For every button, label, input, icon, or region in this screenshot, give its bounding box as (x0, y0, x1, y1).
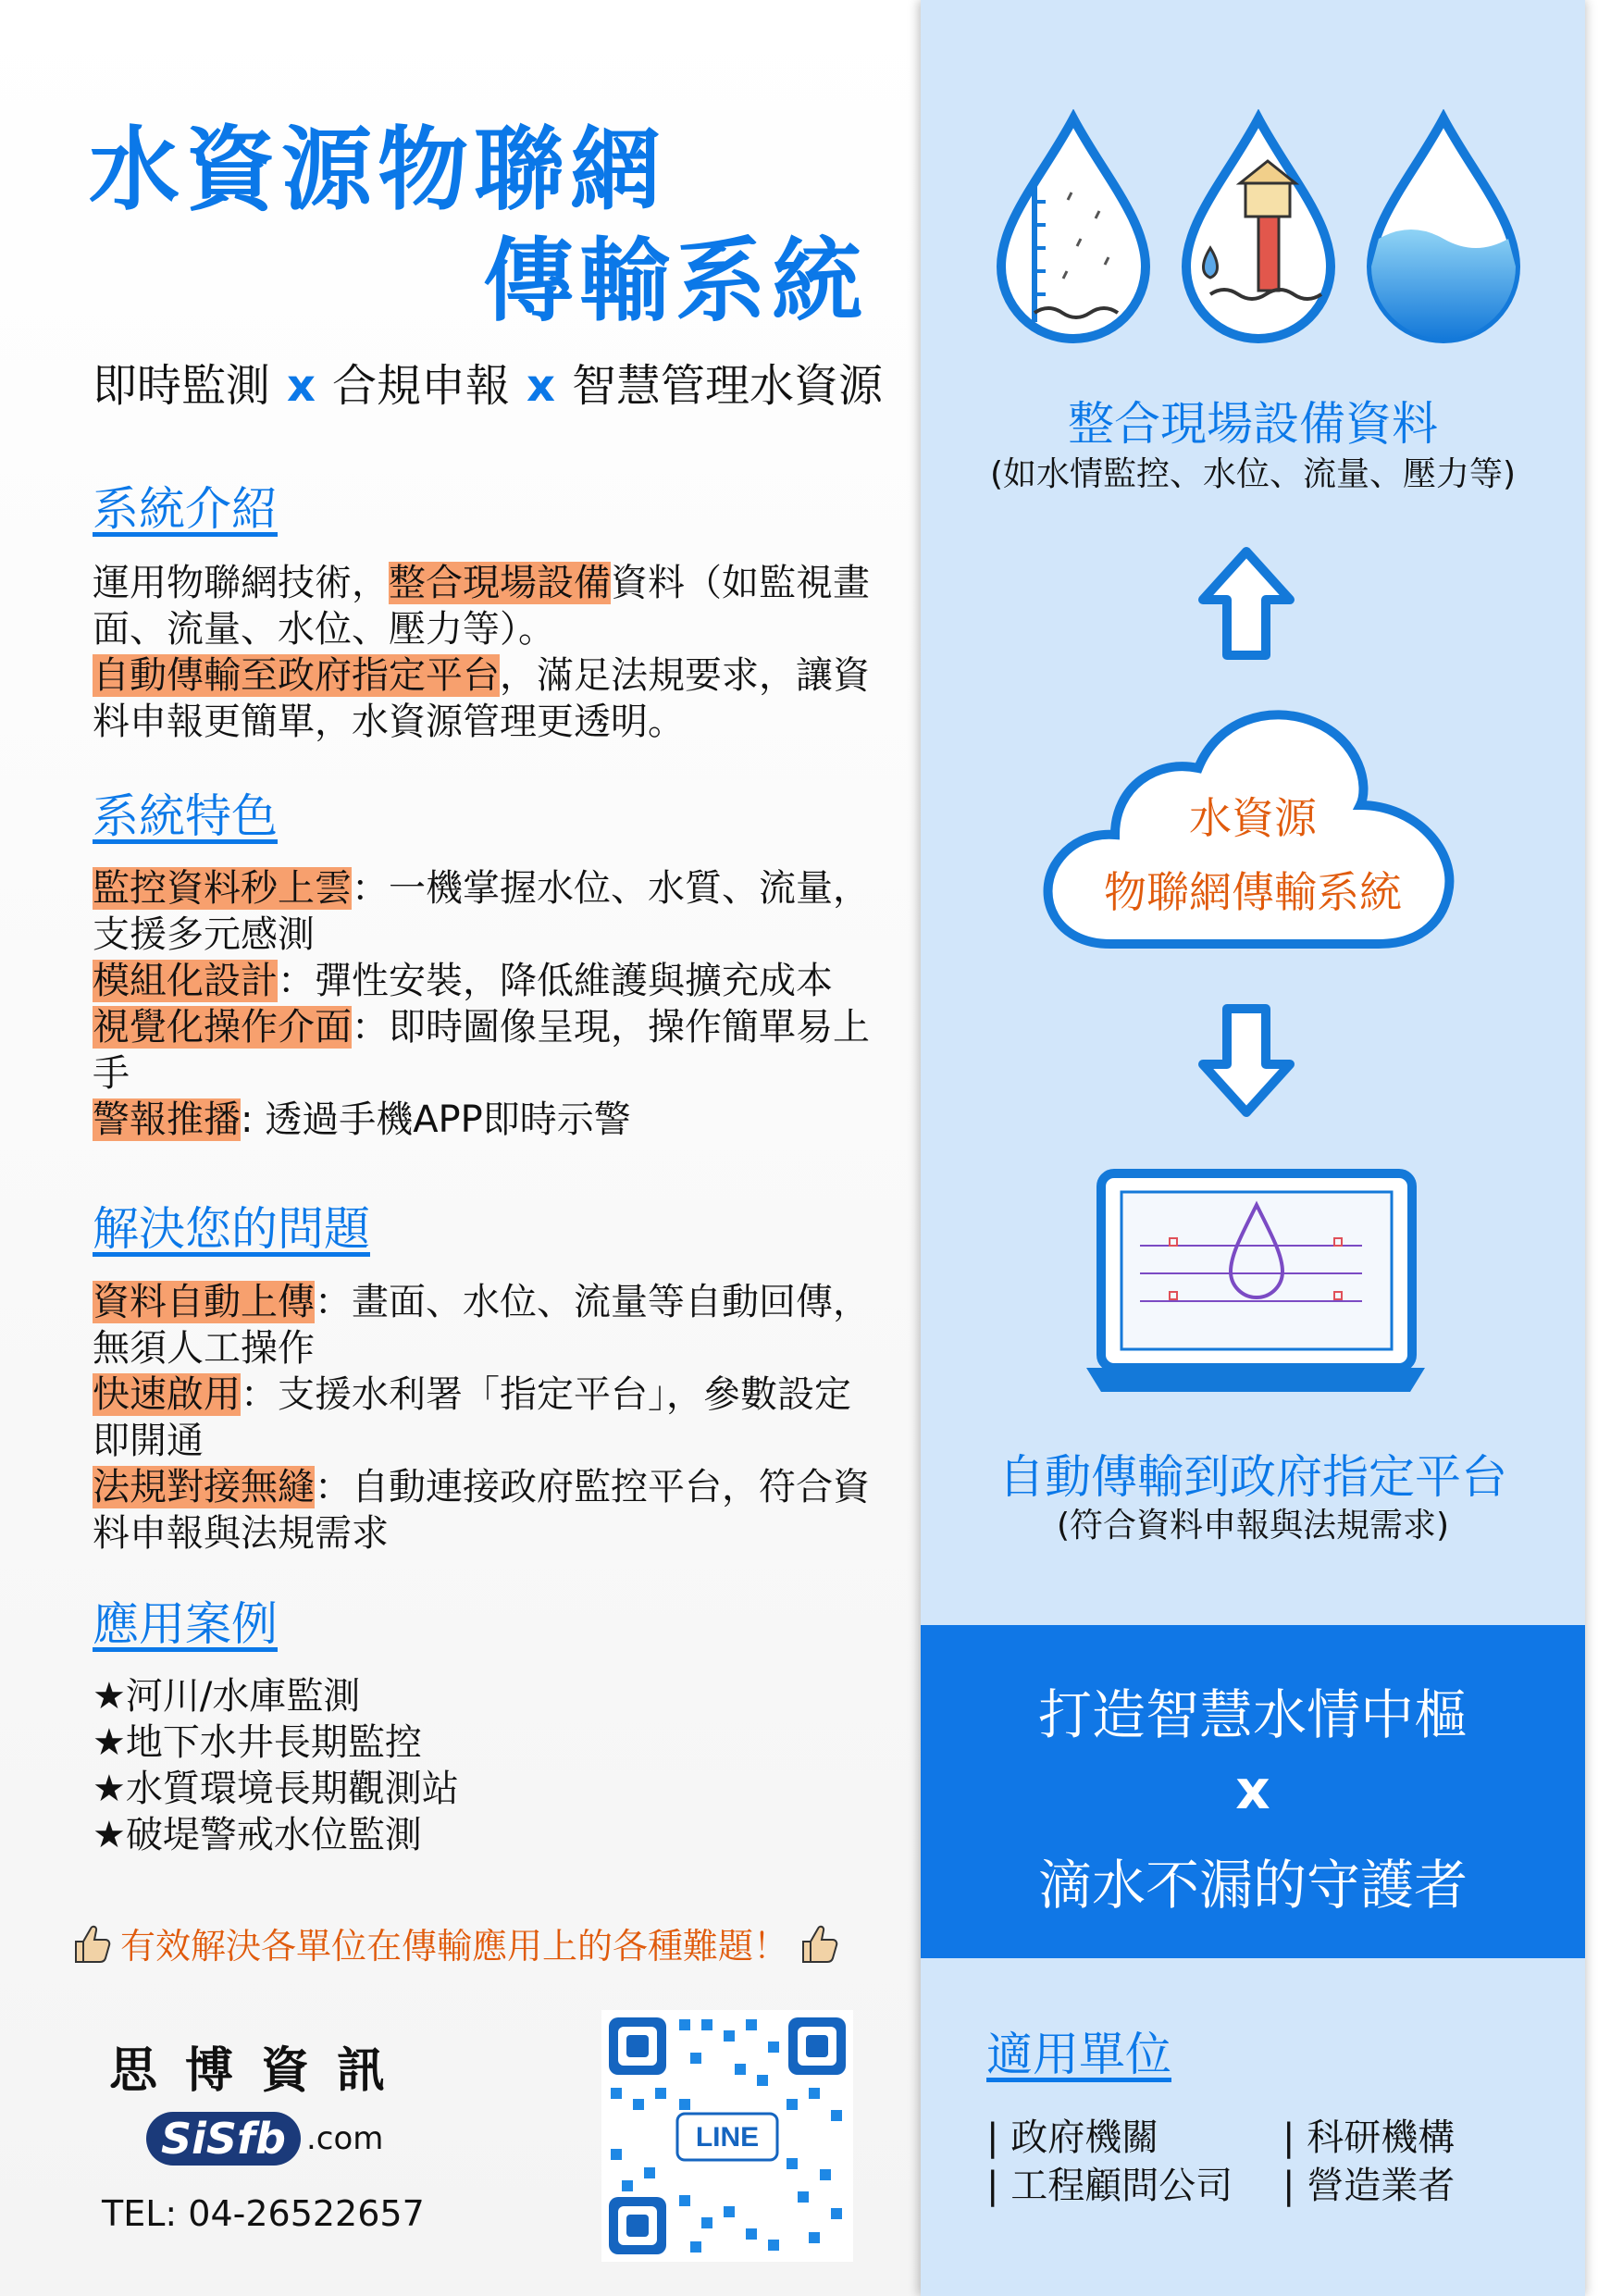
feature-item (93, 1004, 874, 1097)
solution-text: ：支援水利署「指定平台」，參數設定即開通 (93, 1373, 851, 1462)
intro-text-2: 資料（如監視畫面、流量、水位、壓力等）。 (93, 562, 870, 651)
step3-subtitle: (符合資料申報與法規需求) (1056, 1507, 1450, 1545)
solution-hl: 法規對接無縫 (93, 1466, 315, 1508)
tagline (93, 350, 883, 414)
title-line1: 水資源物聯網 (89, 118, 667, 223)
unit-item: | 政府機關 (986, 2116, 1159, 2159)
solution-hl: 快速啟用 (93, 1373, 241, 1416)
cases-list (93, 1673, 459, 1858)
solution-text: ：畫面、水位、流量等自動回傳，無須人工操作 (93, 1281, 870, 1370)
solution-item (93, 1464, 874, 1557)
feature-text: ：一機掌握水位、水質、流量，支援多元感測 (93, 867, 870, 956)
solution-item (93, 1279, 874, 1371)
tagline-c: 智慧管理水資源 (571, 360, 883, 412)
intro-highlight-2: 自動傳輸至政府指定平台 (93, 654, 500, 697)
feature-text: : 透過手機APP即時示警 (241, 1098, 631, 1141)
title-line2: 傳輸系統 (483, 229, 869, 334)
tagline-a: 即時監測 (93, 360, 271, 412)
step3-title: 自動傳輸到政府指定平台 (998, 1450, 1507, 1504)
brand-domain: .com (305, 2120, 384, 2157)
case-item: ★河川/水庫監測 (93, 1675, 361, 1718)
tagline-x2: x (527, 360, 555, 412)
solution-text: ：自動連接政府監控平台，符合資料申報與法規需求 (93, 1466, 870, 1555)
unit-label: 科研機構 (1307, 2116, 1456, 2159)
feature-text: ：即時圖像呈現，操作簡單易上手 (93, 1006, 870, 1095)
solutions-heading: 解決您的問題 (93, 1202, 370, 1256)
unit-label: 營造業者 (1307, 2165, 1456, 2207)
step1-subtitle: (如水情監控、水位、流量、壓力等) (989, 455, 1517, 493)
phone-number: TEL: 04-26522657 (102, 2193, 425, 2234)
intro-highlight-1: 整合現場設備 (389, 562, 611, 604)
water-level-drop-icon (1371, 118, 1516, 339)
solution-hl: 資料自動上傳 (93, 1281, 315, 1323)
water-station-drop-icon (1186, 118, 1331, 339)
slogan-text: 有效解決各單位在傳輸應用上的各種難題！ (120, 1926, 789, 1967)
brand-pill: SiSfb (146, 2112, 301, 2166)
rain-gauge-drop-icon (1001, 118, 1146, 339)
arrow-down-icon (1196, 999, 1297, 1120)
feature-hl: 視覺化操作介面 (93, 1006, 352, 1049)
intro-heading: 系統介紹 (93, 482, 278, 536)
company-logo (109, 2031, 413, 2166)
units-heading: 適用單位 (986, 2028, 1171, 2081)
solution-item (93, 1371, 874, 1464)
band-line1: 打造智慧水情中樞 (1037, 1683, 1468, 1746)
intro-text-1: 運用物聯網技術， (93, 562, 389, 604)
solutions-list (93, 1279, 874, 1557)
qr-line-label: LINE (695, 2122, 760, 2153)
intro-text-3: ，滿足法規要求，讓資料申報更簡單，水資源管理更透明。 (93, 654, 870, 743)
tagline-x1: x (287, 360, 316, 412)
cloud-line2: 物聯網傳輸系統 (1104, 867, 1402, 917)
tagline-b: 合規申報 (331, 360, 510, 412)
arrow-up-icon (1196, 544, 1297, 664)
feature-hl: 監控資料秒上雲 (93, 867, 352, 910)
unit-item: | 科研機構 (1282, 2116, 1456, 2159)
cloud-line1: 水資源 (1189, 793, 1317, 843)
thumbs-up-icon (67, 1919, 115, 1967)
slogan (67, 1917, 842, 1968)
feature-item (93, 958, 874, 1004)
features-heading: 系統特色 (93, 789, 278, 843)
cases-heading: 應用案例 (93, 1597, 278, 1651)
laptop-icon (1084, 1153, 1427, 1412)
unit-item: | 工程顧問公司 (986, 2165, 1233, 2207)
step1-title: 整合現場設備資料 (1068, 397, 1438, 451)
band-x: x (1235, 1758, 1270, 1821)
water-drop-icons (988, 109, 1525, 359)
company-name: 思博資訊 (109, 2042, 414, 2099)
line-qr-code[interactable] (601, 2010, 853, 2262)
feature-item (93, 865, 874, 958)
feature-text: ：彈性安裝，降低維護與擴充成本 (278, 960, 833, 1002)
feature-hl: 警報推播 (93, 1098, 241, 1141)
features-list (93, 865, 874, 1143)
case-item: ★破堤警戒水位監測 (93, 1814, 422, 1856)
unit-label: 政府機關 (1010, 2116, 1159, 2159)
brand-mark (146, 2112, 413, 2166)
case-item: ★水質環境長期觀測站 (93, 1768, 459, 1810)
feature-item (93, 1097, 874, 1143)
unit-label: 工程顧問公司 (1010, 2165, 1233, 2207)
thumbs-up-icon (794, 1919, 842, 1967)
case-item: ★地下水井長期監控 (93, 1721, 422, 1764)
intro-paragraph (93, 560, 874, 745)
feature-hl: 模組化設計 (93, 960, 278, 1002)
band-line2: 滴水不漏的守護者 (1037, 1854, 1468, 1917)
unit-item: | 營造業者 (1282, 2165, 1456, 2207)
